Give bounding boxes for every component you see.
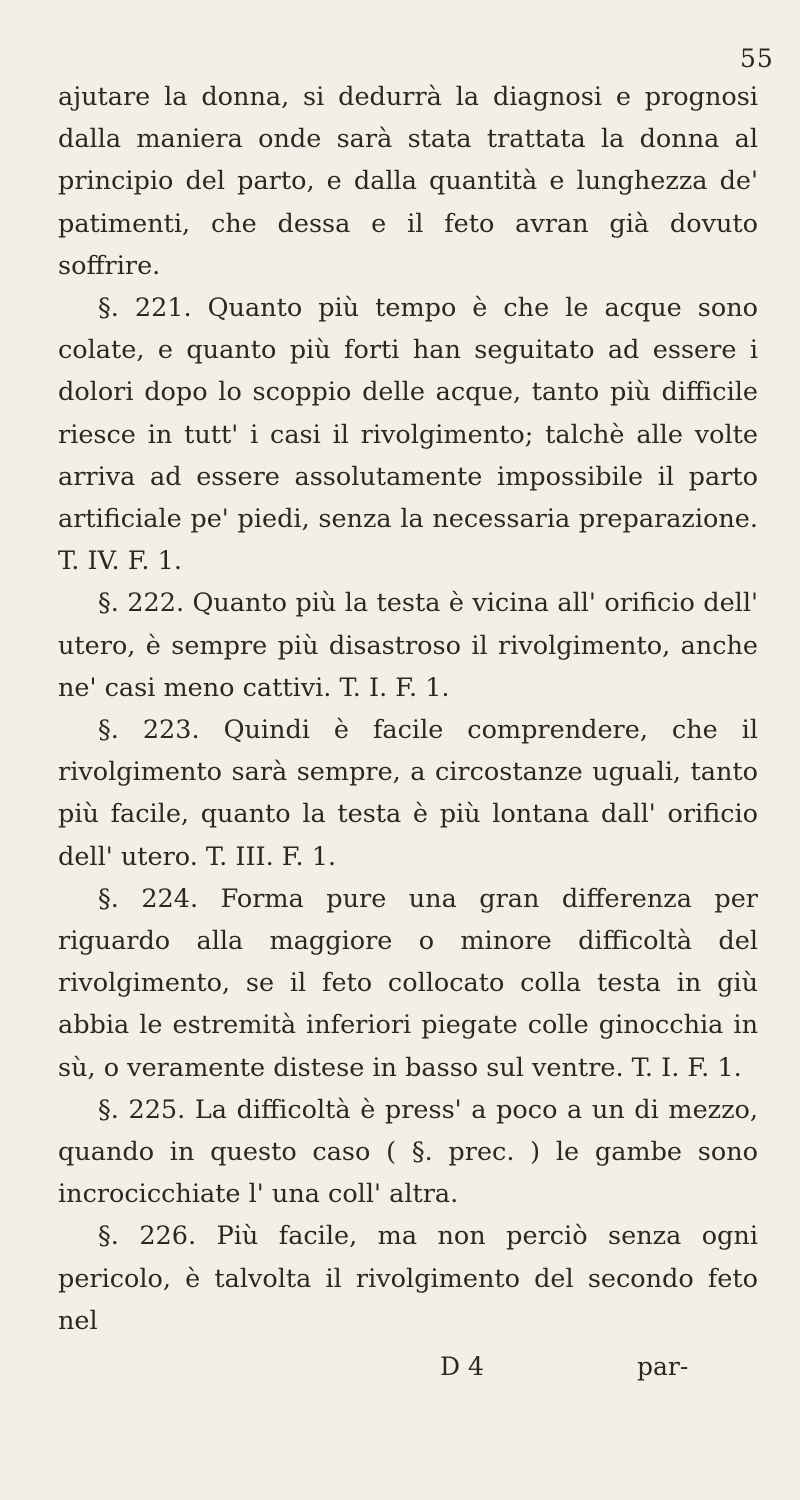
page-text [58, 76, 758, 1342]
paragraph-224: §. 224. Forma pure una gran differenza per riguardo alla maggiore o minore difficoltà del rivolgimento, se il feto collocato colla testa in giù abbia le estremità inferiori piegate colle ginocchia in sù, o veramente distese in basso sul ventre. T. I. F. 1. [58, 883, 758, 1083]
paragraph-223: §. 223. Quindi è facile comprendere, che il rivolgimento sarà sempre, a circostanze uguali, tanto più facile, quanto la testa è più lontana dall' orificio dell' utero. T. III. F. 1. [58, 715, 758, 872]
page-footer [0, 1352, 800, 1396]
paragraph-221: §. 221. Quanto più tempo è che le acque sono colate, e quanto più forti han seguitato ad essere i dolori dopo lo scoppio delle acque, tanto più difficile riesce in tutt' i casi il rivolgimento; talchè alle volte arriva ad essere assolutamente impossibile il parto artificiale pe' piedi, senza la necessaria preparazione. T. IV. F. 1. [58, 293, 758, 577]
paragraph-continuation: ajutare la donna, si dedurrà la diagnosi e prognosi dalla maniera onde sarà stata trattata la donna al principio del parto, e dalla quantità e lunghezza de' patimenti, che dessa e il feto avran già dovuto soffrire. [58, 82, 758, 281]
catchword: par- [637, 1352, 689, 1381]
paragraph-226: §. 226. Più facile, ma non perciò senza ogni pericolo, è talvolta il rivolgimento del secondo feto nel [58, 1221, 758, 1336]
page-number: 55 [740, 44, 774, 73]
signature-mark: D 4 [440, 1352, 484, 1381]
paragraph-225: §. 225. La difficoltà è press' a poco a un di mezzo, quando in questo caso ( §. prec. ) le gambe sono incrocicchiate l' una coll' altra. [58, 1094, 758, 1210]
paragraph-222: §. 222. Quanto più la testa è vicina all' orificio dell' utero, è sempre più disastroso il rivolgimento, anche ne' casi meno cattivi. T. I. F. 1. [58, 588, 758, 703]
